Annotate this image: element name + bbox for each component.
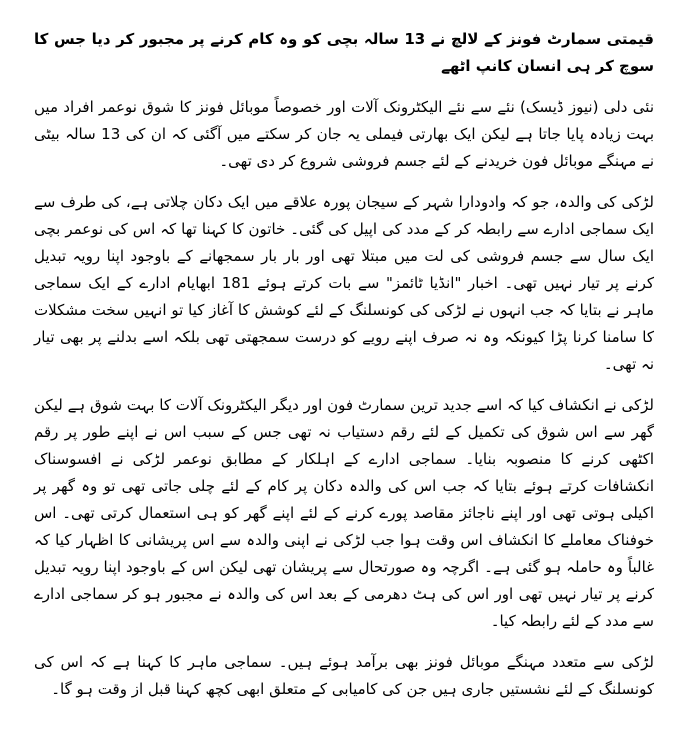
- article-paragraph: لڑکی کی والدہ، جو کہ وادودارا شہر کے سیجان پورہ علاقے میں ایک دکان چلاتی ہے، کی طرف سے ایک سماجی ادارے سے رابطہ کر کے مدد کی اپیل کی گئی۔ خاتون کا کہنا تھا کہ اس کی نوعمر بچی ایک سال سے جسم فروشی کی لت میں مبتلا تھی اور بار بار سمجھانے کے باوجود اپنا رویہ تبدیل کرنے پر تیار نہیں تھی۔ اخبار "انڈیا ٹائمز" سے بات کرتے ہوئے 181 ابھایام ادارے کے ایک سماجی ماہر نے بتایا کہ جب انہوں نے لڑکی کی کونسلنگ کے لئے کوشش کا آغاز کیا تو انہیں سخت مشکلات کا سامنا کرنا پڑا کیونکہ وہ نہ صرف اپنے رویے کو درست سمجھتی تھی بلکہ اسے بدلنے پر بھی تیار نہ تھی۔: [34, 193, 655, 373]
- article-paragraph: لڑکی سے متعدد مہنگے موبائل فونز بھی برآمد ہوئے ہیں۔ سماجی ماہر کا کہنا ہے کہ اس کی کونسلنگ کے لئے نشستیں جاری ہیں جن کی کامیابی کے متعلق ابھی کچھ کہنا قبل از وقت ہو گا۔: [34, 653, 654, 698]
- article: [34, 26, 654, 703]
- article-paragraph: لڑکی نے انکشاف کیا کہ اسے جدید ترین سمارٹ فون اور دیگر الیکٹرونک آلات کا بہت شوق ہے لیکن گھر سے اس شوق کی تکمیل کے لئے رقم دستیاب نہ تھی جس کے سبب اس نے اپنے طور پر رقم اکٹھی کرنے کا منصوبہ بنایا۔ سماجی ادارے کے اہلکار کے مطابق نوعمر لڑکی نے افسوسناک انکشافات کرتے ہوئے بتایا کہ جب اس کی والدہ دکان پر کام کے لئے چلی جاتی تھی تو وہ گھر پر اکیلی ہوتی تھی اور اپنے ناجائز مقاصد پورے کرنے کے لئے اپنے گھر کو ہی استعمال کرتی تھی۔ اس خوفناک معاملے کا انکشاف اس وقت ہوا جب لڑکی نے اپنی والدہ سے اس پریشانی کا اظہار کیا کہ غالباً وہ حاملہ ہو گئی ہے۔ اگرچہ وہ صورتحال سے پریشان تھی لیکن اس کے باوجود اپنا رویہ تبدیل کرنے پر تیار نہیں تھی اور اس کی ہٹ دھرمی کے بعد اس کی والدہ نے مجبور ہو کر سماجی ادارے سے مدد کے لئے رابطہ کیا۔: [34, 396, 654, 630]
- article-paragraph: نئی دلی (نیوز ڈیسک) نئے سے نئے الیکٹرونک آلات اور خصوصاً موبائل فونز کا شوق نوعمر افراد میں بہت زیادہ پایا جاتا ہے لیکن ایک بھارتی فیملی یہ جان کر سکتے میں آگئی کہ ان کی 13 سالہ بیٹی نے مہنگے موبائل فون خریدنے کے لئے جسم فروشی شروع کر دی تھی۔: [34, 98, 654, 170]
- article-headline: قیمتی سمارٹ فونز کے لالچ نے 13 سالہ بچی کو وہ کام کرنے پر مجبور کر دیا جس کا سوچ کر ہی انسان کانپ اٹھے: [34, 30, 654, 75]
